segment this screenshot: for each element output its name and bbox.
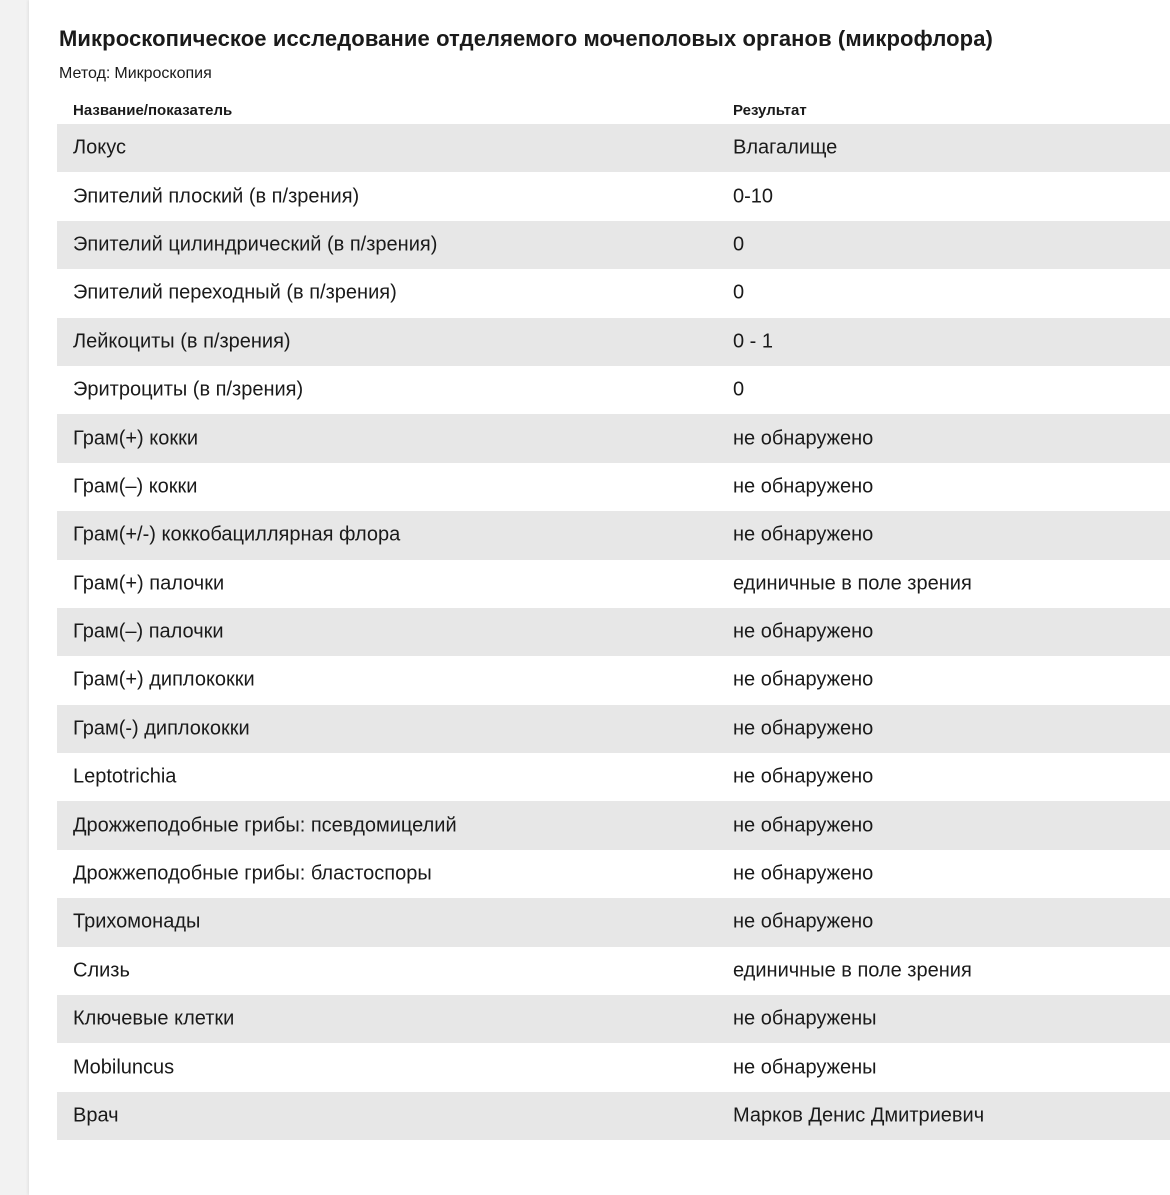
row-name: Mobiluncus <box>73 1056 175 1079</box>
table-header <box>57 98 1170 124</box>
row-result: 0 <box>733 281 745 304</box>
row-result: Марков Денис Дмитриевич <box>733 1104 985 1127</box>
table-row <box>57 124 1170 172</box>
row-name: Слизь <box>73 959 130 982</box>
table-row <box>57 560 1170 608</box>
row-result: 0 <box>733 378 745 401</box>
row-name: Трихомонады <box>73 910 201 933</box>
row-name: Дрожжеподобные грибы: бластоспоры <box>73 862 432 885</box>
table-row <box>57 898 1170 946</box>
header-name: Название/показатель <box>73 102 233 119</box>
row-name: Грам(–) палочки <box>73 620 224 643</box>
row-result: не обнаружено <box>733 523 874 546</box>
row-name: Грам(-) диплококки <box>73 717 250 740</box>
row-name: Эритроциты (в п/зрения) <box>73 378 304 401</box>
row-result: не обнаружено <box>733 427 874 450</box>
row-name: Грам(+) диплококки <box>73 668 255 691</box>
row-result: не обнаружены <box>733 1056 877 1079</box>
row-result: не обнаружено <box>733 910 874 933</box>
row-result: 0-10 <box>733 185 774 208</box>
row-name: Грам(+) палочки <box>73 572 225 595</box>
table-row <box>57 608 1170 656</box>
table-row <box>57 705 1170 753</box>
table-row <box>57 801 1170 849</box>
method-value: Микроскопия <box>114 65 212 82</box>
table-row <box>57 1092 1170 1140</box>
row-result: не обнаружено <box>733 765 874 788</box>
table-row <box>57 850 1170 898</box>
row-name: Грам(–) кокки <box>73 475 198 498</box>
method-line <box>59 65 212 83</box>
results-table <box>57 98 1170 1140</box>
row-result: единичные в поле зрения <box>733 959 972 982</box>
table-row <box>57 1043 1170 1091</box>
row-name: Эпителий переходный (в п/зрения) <box>73 281 397 304</box>
table-row <box>57 366 1170 414</box>
document-page <box>29 0 1170 1195</box>
row-name: Локус <box>73 136 126 159</box>
row-result: не обнаружено <box>733 668 874 691</box>
row-name: Лейкоциты (в п/зрения) <box>73 330 291 353</box>
method-label: Метод: <box>59 65 111 82</box>
row-result: 0 <box>733 233 745 256</box>
row-name: Дрожжеподобные грибы: псевдомицелий <box>73 814 457 837</box>
table-row <box>57 221 1170 269</box>
row-name: Leptotrichia <box>73 765 177 788</box>
row-name: Эпителий цилиндрический (в п/зрения) <box>73 233 438 256</box>
row-result: не обнаружены <box>733 1007 877 1030</box>
row-name: Грам(+) кокки <box>73 427 199 450</box>
row-name: Грам(+/-) коккобациллярная флора <box>73 523 401 546</box>
table-row <box>57 753 1170 801</box>
row-name: Врач <box>73 1104 119 1127</box>
table-row <box>57 656 1170 704</box>
table-body <box>57 124 1170 1140</box>
row-result: не обнаружено <box>733 620 874 643</box>
table-row <box>57 995 1170 1043</box>
table-row <box>57 172 1170 220</box>
row-result: не обнаружено <box>733 717 874 740</box>
row-name: Ключевые клетки <box>73 1007 235 1030</box>
table-row <box>57 463 1170 511</box>
row-result: единичные в поле зрения <box>733 572 972 595</box>
row-result: 0 - 1 <box>733 330 774 353</box>
row-name: Эпителий плоский (в п/зрения) <box>73 185 360 208</box>
document-title: Микроскопическое исследование отделяемого мочеполовых органов (микрофлора) <box>59 26 993 51</box>
table-row <box>57 947 1170 995</box>
row-result: не обнаружено <box>733 475 874 498</box>
table-row <box>57 269 1170 317</box>
row-result: не обнаружено <box>733 862 874 885</box>
table-row <box>57 511 1170 559</box>
table-row <box>57 318 1170 366</box>
header-result: Результат <box>733 102 807 119</box>
row-result: не обнаружено <box>733 814 874 837</box>
table-row <box>57 414 1170 462</box>
row-result: Влагалище <box>733 136 838 159</box>
